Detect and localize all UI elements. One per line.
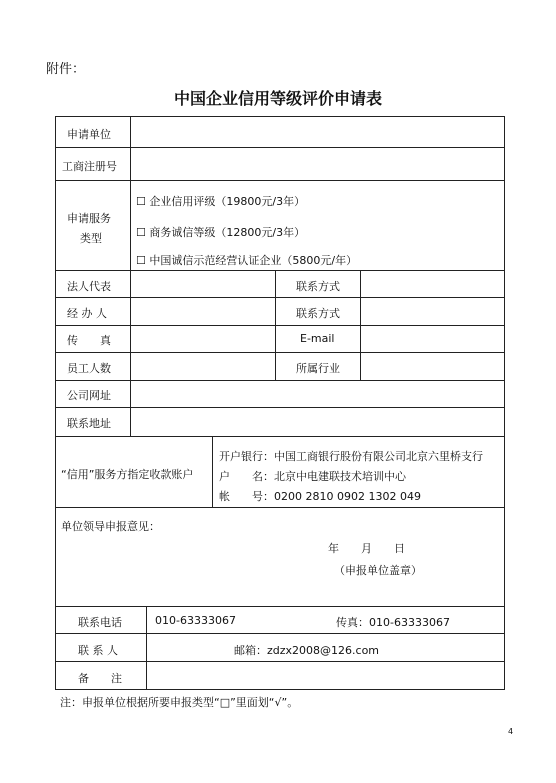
form-title: 中国企业信用等级评价申请表 <box>173 89 382 108</box>
label-employees: 员工人数 <box>67 362 111 375</box>
page-number: 4 <box>508 727 514 736</box>
label-service-type-2: 类型 <box>80 232 102 245</box>
label-service-type-1: 申请服务 <box>67 212 111 225</box>
stamp-note: （申报单位盖章） <box>334 564 422 577</box>
account-number: 帐 号：0200 2810 0902 1302 049 <box>219 490 421 503</box>
date-line: 年 月 日 <box>328 542 405 555</box>
label-fax: 传 真 <box>67 334 111 347</box>
label-industry: 所属行业 <box>296 362 340 375</box>
account-name: 户 名：北京中电建联技术培训中心 <box>219 470 406 483</box>
option-credit-rating[interactable]: ☐ 企业信用评级（19800元/3年） <box>136 195 306 208</box>
label-remarks: 备 注 <box>78 672 122 685</box>
email-value: 邮箱：zdzx2008@126.com <box>234 644 380 657</box>
label-opinion: 单位领导申报意见： <box>61 520 160 533</box>
label-person: 联 系 人 <box>78 644 118 657</box>
label-contact-method-1: 联系方式 <box>296 280 340 293</box>
option-business-integrity[interactable]: ☐ 商务诚信等级（12800元/3年） <box>136 226 306 239</box>
checkbox-icon[interactable]: ☐ <box>136 195 146 208</box>
phone-value: 010-63333067 <box>155 614 236 627</box>
label-applicant: 申请单位 <box>67 128 111 141</box>
label-phone: 联系电话 <box>78 616 122 629</box>
label-website: 公司网址 <box>67 389 111 402</box>
fax-value: 传真：010-63333067 <box>336 616 450 629</box>
bank-info: 开户银行：中国工商银行股份有限公司北京六里桥支行 <box>219 450 483 463</box>
label-email: E-mail <box>300 332 335 345</box>
label-address: 联系地址 <box>67 417 111 430</box>
footer-note: 注：申报单位根据所要申报类型“□”里面划“√”。 <box>60 696 299 709</box>
label-handler: 经 办 人 <box>67 307 107 320</box>
label-reg-no: 工商注册号 <box>62 160 117 173</box>
attachment-label: 附件： <box>46 62 86 77</box>
label-contact-method-2: 联系方式 <box>296 307 340 320</box>
checkbox-icon[interactable]: ☐ <box>136 226 146 239</box>
checkbox-icon[interactable]: ☐ <box>136 254 146 267</box>
label-legal-rep: 法人代表 <box>67 280 111 293</box>
option-demo-enterprise[interactable]: ☐ 中国诚信示范经营认证企业（5800元/年） <box>136 254 358 267</box>
label-account: “信用”服务方指定收款账户 <box>61 468 194 481</box>
